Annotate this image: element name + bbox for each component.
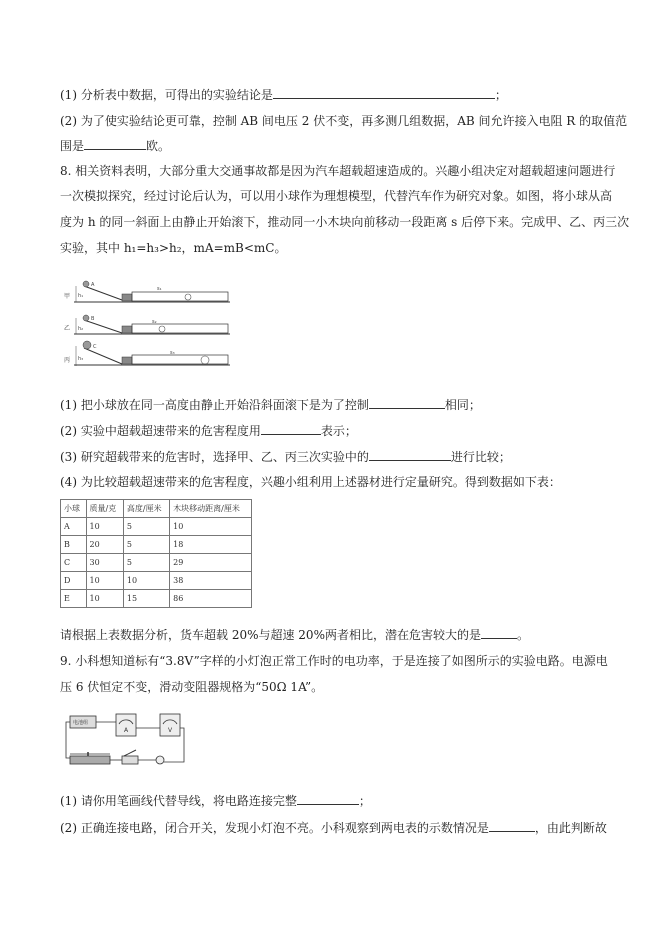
table-row: E 10 15 86 bbox=[61, 590, 252, 608]
q8-conclusion: 请根据上表数据分析，货车超载 20%与超速 20%两者相比，潜在危害较大的是 。 bbox=[60, 628, 529, 642]
q7-item2-line2: 围是 欧。 bbox=[60, 139, 171, 153]
ramp-row-yi bbox=[64, 315, 230, 334]
wood-block bbox=[122, 326, 132, 333]
row-label: 乙 bbox=[64, 325, 71, 332]
q9-item1: (1) 请你用笔画线代替导线，将电路连接完整 ； bbox=[60, 794, 371, 808]
height-label: h₃ bbox=[78, 356, 84, 362]
q8-item2: (2) 实验中超载超速带来的危害程度用 表示； bbox=[60, 424, 357, 438]
q8-intro-line1: 8. 相关资料表明，大部分重大交通事故都是因为汽车超载超速造成的。兴趣小组决定对超载超速问题进行 bbox=[60, 164, 616, 178]
ball-b bbox=[83, 315, 89, 321]
table-header: 高度/厘米 bbox=[123, 500, 169, 518]
q9-circuit-figure bbox=[64, 708, 188, 774]
q8-item1-blank[interactable] bbox=[369, 396, 445, 409]
q7-item1-blank[interactable] bbox=[273, 86, 495, 99]
battery-label: 电池组 bbox=[73, 720, 89, 726]
height-label: h₁ bbox=[78, 293, 84, 299]
q8-item3: (3) 研究超载带来的危害时，选择甲、乙、丙三次实验中的 进行比较； bbox=[60, 450, 511, 464]
q9-intro-line1: 9. 小科想知道标有“3.8V”字样的小灯泡正常工作时的电功率，于是连接了如图所示的实验电路。电源电 bbox=[60, 654, 608, 668]
svg-text:A: A bbox=[124, 727, 129, 734]
q7-item2-blank[interactable] bbox=[84, 137, 146, 150]
ramp-row-bing bbox=[64, 341, 230, 366]
table-header: 小球 bbox=[61, 500, 87, 518]
q9-item1-blank[interactable] bbox=[297, 792, 359, 805]
q9-item2: (2) 正确连接电路，闭合开关，发现小灯泡不亮。小科观察到两电表的示数情况是 ，由此判断故 bbox=[60, 821, 607, 835]
q8-data-table bbox=[60, 499, 252, 608]
table-header: 木块移动距离/厘米 bbox=[170, 500, 252, 518]
svg-text:s₃: s₃ bbox=[170, 350, 175, 356]
table-row: A 10 5 10 bbox=[61, 518, 252, 536]
q8-item2-blank[interactable] bbox=[261, 422, 321, 435]
ramp-row-jia bbox=[64, 281, 230, 302]
table-row: B 20 5 18 bbox=[61, 536, 252, 554]
svg-text:B: B bbox=[91, 316, 95, 322]
table-header: 质量/克 bbox=[86, 500, 123, 518]
q8-intro-line4: 实验，其中 h₁=h₃>h₂，mA=mB<mC。 bbox=[60, 241, 287, 255]
wood-block bbox=[122, 357, 132, 364]
q8-intro-line2: 一次模拟探究，经过讨论后认为，可以用小球作为理想模型，代替汽车作为研究对象。如图，将小球从高 bbox=[60, 189, 613, 203]
table-row: C 30 5 29 bbox=[61, 554, 252, 572]
svg-text:V: V bbox=[168, 727, 173, 734]
switch bbox=[122, 756, 138, 764]
svg-text:s₁: s₁ bbox=[157, 286, 162, 292]
height-label: h₂ bbox=[78, 326, 84, 332]
ball-a bbox=[83, 281, 89, 287]
q8-ramp-figure bbox=[60, 280, 232, 372]
q7-item1: (1) 分析表中数据，可得出的实验结论是 ； bbox=[60, 88, 507, 102]
row-label: 丙 bbox=[64, 357, 71, 364]
q9-item2-blank[interactable] bbox=[489, 819, 535, 832]
rheostat bbox=[70, 756, 110, 764]
q8-item1: (1) 把小球放在同一高度由静止开始沿斜面滚下是为了控制 相同； bbox=[60, 398, 481, 412]
q8-item4: (4) 为比较超载超速带来的危害程度，兴趣小组利用上述器材进行定量研究。得到数据如下表： bbox=[60, 475, 561, 489]
wood-block bbox=[122, 294, 132, 301]
table-row: D 10 10 38 bbox=[61, 572, 252, 590]
bulb bbox=[156, 756, 164, 764]
q8-intro-line3: 度为 h 的同一斜面上由静止开始滚下，推动同一小木块向前移动一段距离 s 后停下来。完成甲、乙、丙三次 bbox=[60, 215, 630, 229]
ball-c bbox=[83, 341, 91, 349]
q9-intro-line2: 压 6 伏恒定不变，滑动变阻器规格为“50Ω 1A”。 bbox=[60, 680, 324, 694]
svg-text:s₂: s₂ bbox=[152, 319, 157, 325]
svg-text:C: C bbox=[93, 344, 97, 350]
q8-item3-blank[interactable] bbox=[369, 448, 451, 461]
q7-item2-line1: (2) 为了使实验结论更可靠，控制 AB 间电压 2 伏不变，再多测几组数据，AB 间允许接入电阻 R 的取值范 bbox=[60, 114, 628, 128]
table-header-row bbox=[61, 500, 252, 518]
q8-conclusion-blank[interactable] bbox=[481, 626, 517, 639]
row-label: 甲 bbox=[64, 293, 71, 300]
svg-text:A: A bbox=[91, 282, 95, 288]
